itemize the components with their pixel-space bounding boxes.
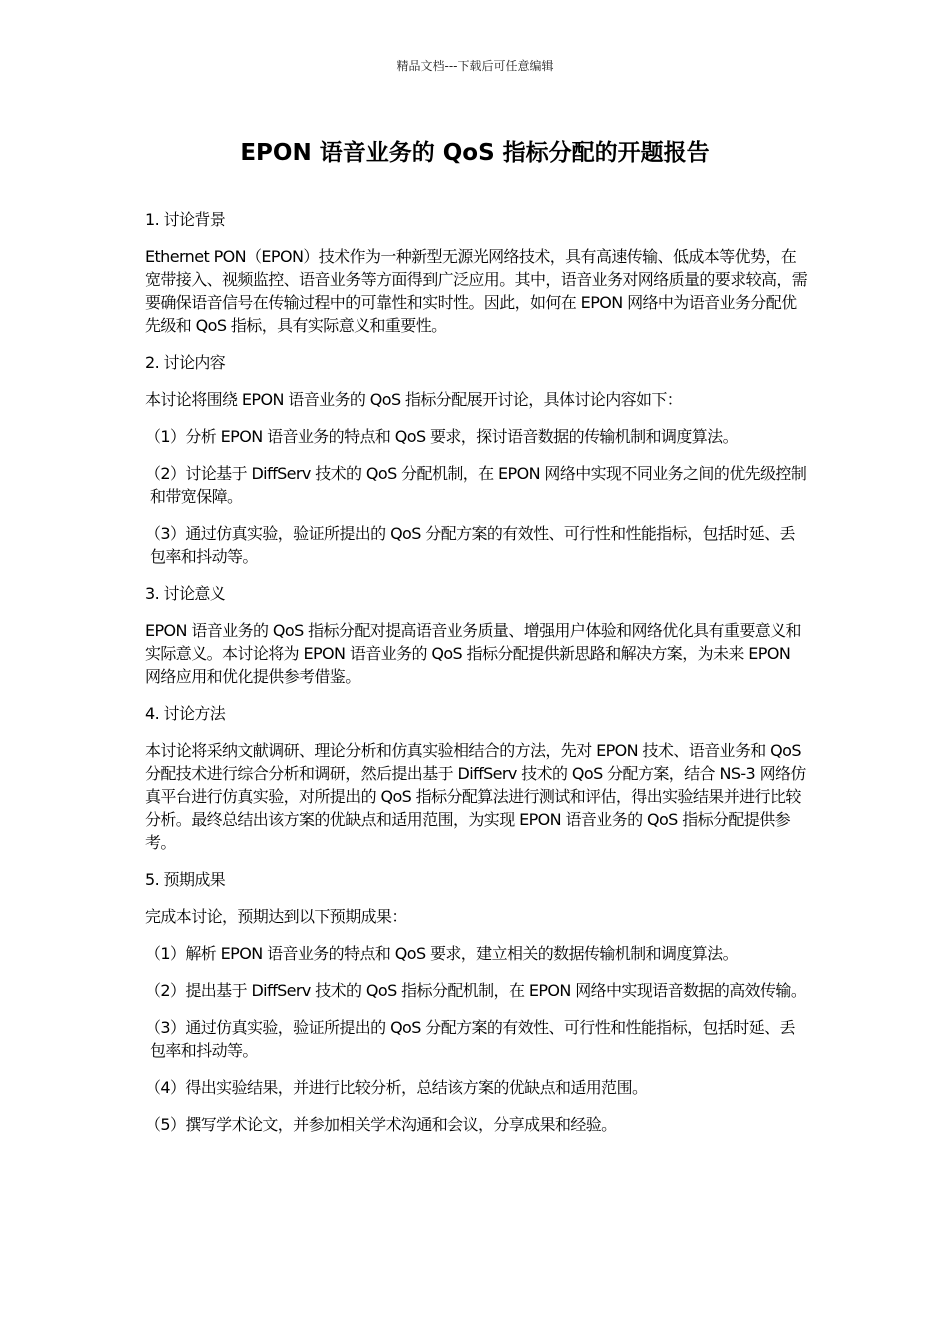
document-title: EPON 语音业务的 QoS 指标分配的开题报告 xyxy=(240,140,710,166)
section-heading-significance: 3. 讨论意义 xyxy=(145,584,226,603)
section-heading-expected-results: 5. 预期成果 xyxy=(145,870,226,889)
paragraph: 本讨论将围绕 EPON 语音业务的 QoS 指标分配展开讨论，具体讨论内容如下： xyxy=(145,390,683,409)
paragraph: Ethernet PON（EPON）技术作为一种新型无源光网络技术，具有高速传输、低成本等优势，在宽带接入、视频监控、语音业务等方面得到广泛应用。其中，语音业务对网络质量的要求较高，需要确保语音信号在传输过程中的可靠性和实时性。因此，如何在 EPON 网络中为语音业务分配优先级和 QoS 指标，具有实际意义和重要性。 xyxy=(145,247,808,335)
list-item: （3）通过仿真实验，验证所提出的 QoS 分配方案的有效性、可行性和性能指标，包括时延、丢包率和抖动等。 xyxy=(145,1018,795,1060)
list-item: （3）通过仿真实验，验证所提出的 QoS 分配方案的有效性、可行性和性能指标，包括时延、丢包率和抖动等。 xyxy=(145,524,795,566)
list-item: （1）分析 EPON 语音业务的特点和 QoS 要求，探讨语音数据的传输机制和调度算法。 xyxy=(145,427,738,446)
list-item: （4）得出实验结果，并进行比较分析，总结该方案的优缺点和适用范围。 xyxy=(145,1078,648,1097)
paragraph: 本讨论将采纳文献调研、理论分析和仿真实验相结合的方法，先对 EPON 技术、语音业务和 QoS 分配技术进行综合分析和调研，然后提出基于 DiffServ 技术的 QoS 分配方案，结合 NS-3 网络仿真平台进行仿真实验，对所提出的 QoS 指标分配算法进行测试和评估，得出实验结果并进行比较分析。最终总结出该方案的优缺点和适用范围，为实现 EPON 语音业务的 QoS 指标分配提供参考。 xyxy=(145,741,806,852)
list-item: （2）提出基于 DiffServ 技术的 QoS 指标分配机制，在 EPON 网络中实现语音数据的高效传输。 xyxy=(145,981,807,1000)
section-heading-background: 1. 讨论背景 xyxy=(145,210,226,229)
list-item: （2）讨论基于 DiffServ 技术的 QoS 分配机制，在 EPON 网络中实现不同业务之间的优先级控制和带宽保障。 xyxy=(145,464,807,506)
section-heading-method: 4. 讨论方法 xyxy=(145,704,226,723)
paragraph: EPON 语音业务的 QoS 指标分配对提高语音业务质量、增强用户体验和网络优化具有重要意义和实际意义。本讨论将为 EPON 语音业务的 QoS 指标分配提供新思路和解决方案，为未来 EPON 网络应用和优化提供参考借鉴。 xyxy=(145,621,801,686)
header-note: 精品文档---下载后可任意编辑 xyxy=(396,59,554,73)
list-item: （5）撰写学术论文，并参加相关学术沟通和会议，分享成果和经验。 xyxy=(145,1115,617,1134)
section-heading-content: 2. 讨论内容 xyxy=(145,353,226,372)
paragraph: 完成本讨论，预期达到以下预期成果： xyxy=(145,907,407,926)
list-item: （1）解析 EPON 语音业务的特点和 QoS 要求，建立相关的数据传输机制和调度算法。 xyxy=(145,944,738,963)
document-body xyxy=(145,208,810,1150)
